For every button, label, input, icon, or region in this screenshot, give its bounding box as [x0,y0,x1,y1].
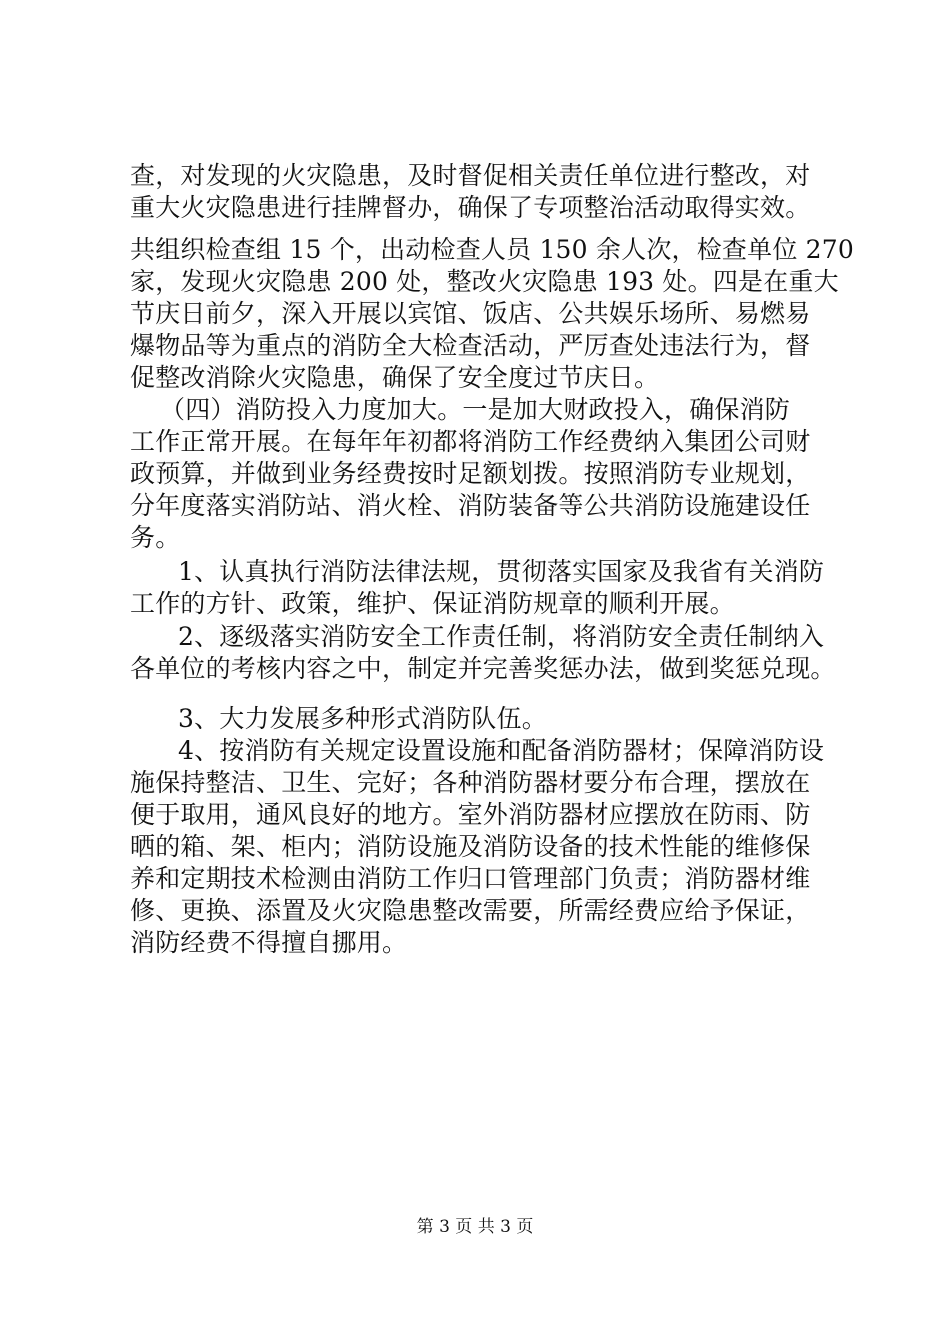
text-line: 节庆日前夕，深入开展以宾馆、饭店、公共娱乐场所、易燃易 [130,299,811,328]
text-line: 务。 [130,523,181,552]
text-line: 消防经费不得擅自挪用。 [130,928,408,957]
text-line: 养和定期技术检测由消防工作归口管理部门负责；消防器材维 [130,864,811,893]
page-number-footer: 第 3 页 共 3 页 [416,1217,534,1237]
text-line: 工作正常开展。在每年年初都将消防工作经费纳入集团公司财 [130,427,811,456]
text-line: 晒的箱、架、柜内；消防设施及消防设备的技术性能的维修保 [130,832,811,861]
text-line: （四）消防投入力度加大。一是加大财政投入，确保消防 [160,395,791,424]
text-line: 1、认真执行消防法律法规，贯彻落实国家及我省有关消防 [178,557,825,586]
text-line: 重大火灾隐患进行挂牌督办，确保了专项整治活动取得实效。 [130,193,811,222]
text-line: 工作的方针、政策，维护、保证消防规章的顺利开展。 [130,589,735,618]
text-line: 政预算，并做到业务经费按时足额划拨。按照消防专业规划， [130,459,811,488]
text-line: 查，对发现的火灾隐患，及时督促相关责任单位进行整改，对 [130,161,811,190]
text-line: 爆物品等为重点的消防全大检查活动，严厉查处违法行为，督 [130,331,811,360]
text-line: 分年度落实消防站、消火栓、消防装备等公共消防设施建设任 [130,491,811,520]
text-line: 促整改消除火灾隐患，确保了安全度过节庆日。 [130,363,660,392]
text-line: 家，发现火灾隐患 200 处，整改火灾隐患 193 处。四是在重大 [130,267,839,296]
text-line: 共组织检查组 15 个，出动检查人员 150 余人次，检查单位 270 [130,235,854,264]
text-line: 4、按消防有关规定设置设施和配备消防器材；保障消防设 [178,736,825,765]
text-line: 3、大力发展多种形式消防队伍。 [178,704,547,733]
text-line: 修、更换、添置及火灾隐患整改需要，所需经费应给予保证， [130,896,811,925]
text-line: 施保持整洁、卫生、完好；各种消防器材要分布合理，摆放在 [130,768,811,797]
text-line: 2、逐级落实消防安全工作责任制，将消防安全责任制纳入 [178,622,825,651]
text-line: 便于取用，通风良好的地方。室外消防器材应摆放在防雨、防 [130,800,811,829]
text-line: 各单位的考核内容之中，制定并完善奖惩办法，做到奖惩兑现。 [130,654,836,683]
